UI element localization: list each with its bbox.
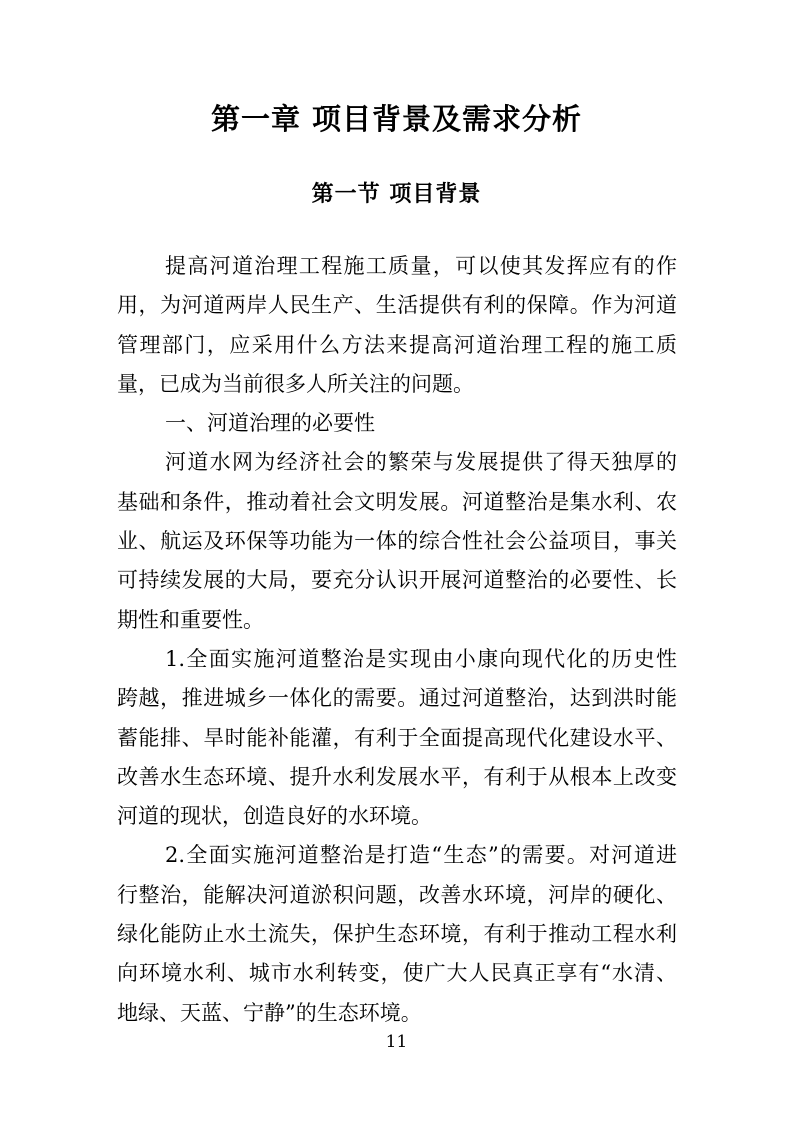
text-line: 业、航运及环保等功能为一体的综合性社会公益项目，事关 bbox=[117, 529, 677, 554]
text-line: 提高河道治理工程施工质量，可以使其发挥应有的作 bbox=[165, 254, 677, 278]
text-line: 蓄能排、旱时能补能灌，有利于全面提高现代化建设水平、 bbox=[117, 725, 677, 750]
text-line: 管理部门，应采用什么方法来提高河道治理工程的施工质 bbox=[117, 332, 677, 357]
paragraph bbox=[117, 247, 677, 404]
body-text bbox=[117, 247, 677, 1033]
section-title: 第一节 项目背景 bbox=[311, 181, 482, 207]
text-line: 2.全面实施河道整治是打造“生态”的需要。对河道进 bbox=[165, 843, 677, 868]
paragraph bbox=[117, 836, 677, 1032]
text-line: 量，已成为当前很多人所关注的问题。 bbox=[117, 371, 474, 396]
paragraph bbox=[117, 443, 677, 639]
text-line: 绿化能防止水土流失，保护生态环境，有利于推动工程水利 bbox=[117, 922, 677, 947]
text-line: 1.全面实施河道整治是实现由小康向现代化的历史性 bbox=[165, 646, 677, 671]
text-line: 河道的现状，创造良好的水环境。 bbox=[117, 804, 432, 829]
text-line: 基础和条件，推动着社会文明发展。河道整治是集水利、农 bbox=[117, 489, 677, 514]
chapter-title: 第一章 项目背景及需求分析 bbox=[210, 102, 583, 136]
text-line: 可持续发展的大局，要充分认识开展河道整治的必要性、长 bbox=[117, 568, 677, 593]
text-line: 期性和重要性。 bbox=[117, 607, 264, 632]
text-line: 用，为河道两岸人民生产、生活提供有利的保障。作为河道 bbox=[117, 293, 677, 318]
paragraph bbox=[117, 404, 677, 443]
text-line: 河道水网为经济社会的繁荣与发展提供了得天独厚的 bbox=[165, 450, 677, 475]
text-line: 改善水生态环境、提升水利发展水平，有利于从根本上改变 bbox=[117, 764, 677, 789]
text-line: 地绿、天蓝、宁静”的生态环境。 bbox=[117, 1000, 422, 1025]
paragraph bbox=[117, 640, 677, 836]
text-line: 跨越，推进城乡一体化的需要。通过河道整治，达到洪时能 bbox=[117, 686, 677, 711]
text-line: 向环境水利、城市水利转变，使广大人民真正享有“水清、 bbox=[117, 961, 677, 986]
text-line: 行整治，能解决河道淤积问题，改善水环境，河岸的硬化、 bbox=[117, 882, 677, 907]
text-line: 一、河道治理的必要性 bbox=[165, 411, 375, 436]
page-number: 11 bbox=[385, 1032, 408, 1052]
